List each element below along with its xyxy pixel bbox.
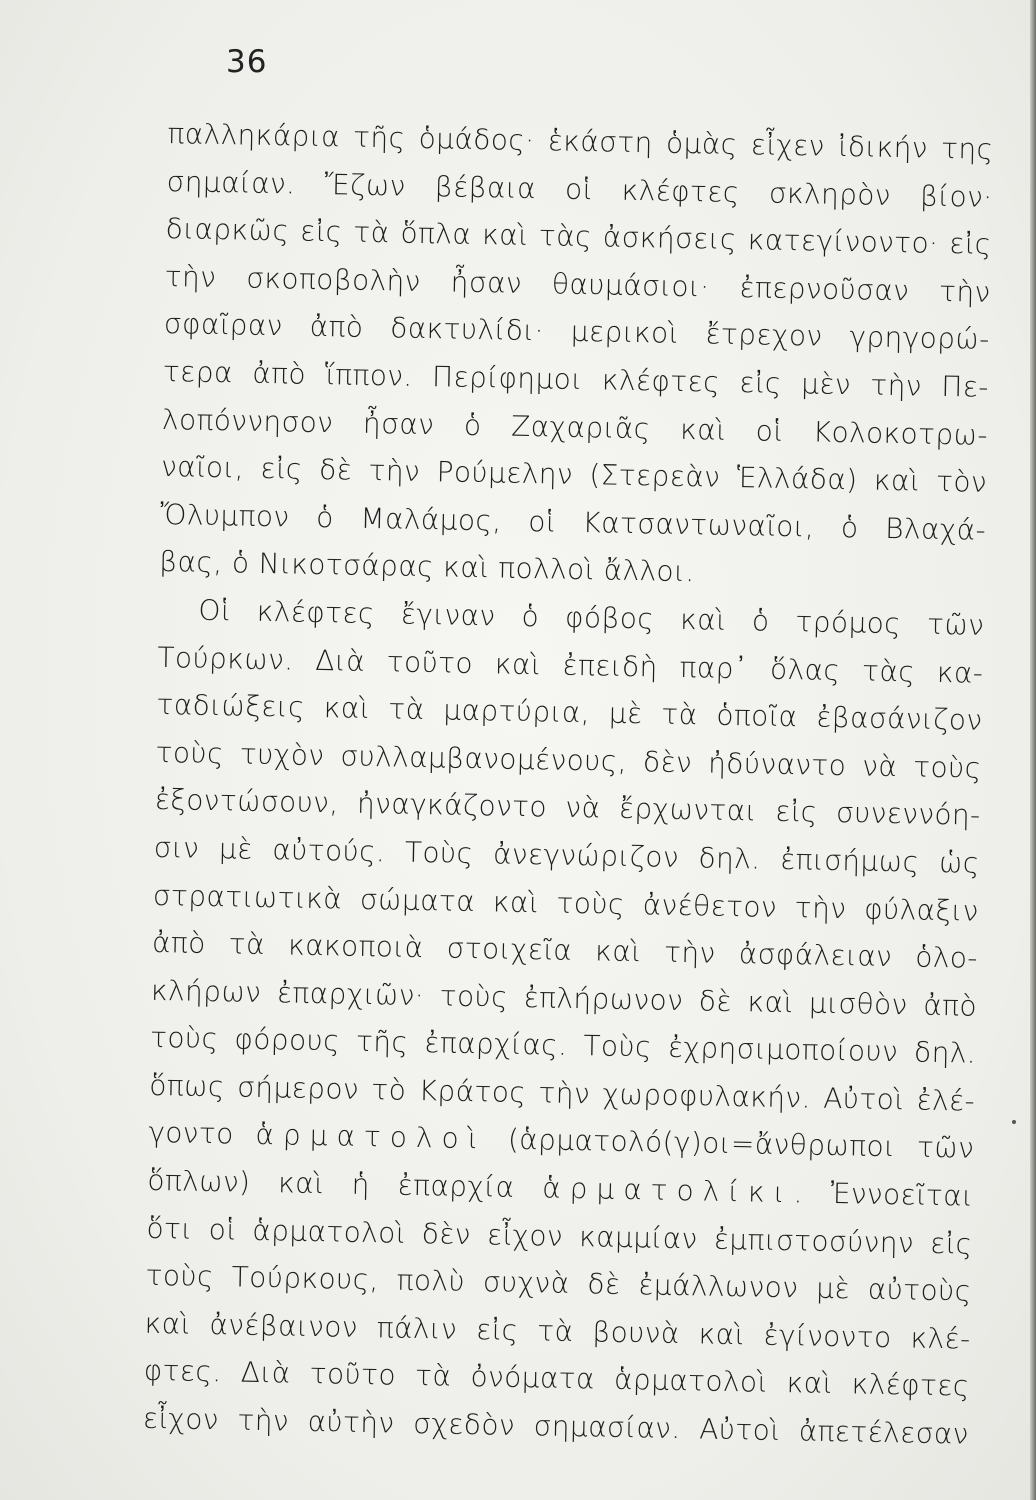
line-fragment: (ἁρματολό(γ)οι=ἄνθρωποι τῶν (485, 1122, 975, 1166)
text-line: σφαῖραν ἀπὸ δακτυλίδι· μερικοὶ ἔτρεχον γρηγορώ- (163, 307, 991, 357)
text-line: ναῖοι, εἰς δὲ τὴν Ρούμελην (Στερεὰν Ἑλλάδα) καὶ τὸν (160, 450, 988, 499)
text-line: ὅτι οἱ ἁρματολοὶ δὲν εἶχον καμμίαν ἐμπιστοσύνην εἰς (146, 1211, 973, 1261)
text-line: στρατιωτικὰ σώματα καὶ τοὺς ἀνέθετον τὴν φύλαξιν (152, 878, 980, 928)
text-line: ὅπως σήμερον τὸ Κράτος τὴν χωροφυλακήν. Αὐτοὶ ἐλέ- (148, 1068, 976, 1118)
page-number: 36 (226, 44, 268, 80)
text-line: Ὄλυμπον ὁ Μαλάμος, οἱ Κατσαντωναῖοι, ὁ Βλαχά- (159, 497, 987, 547)
text-line: ταδιώξεις καὶ τὰ μαρτύρια, μὲ τὰ ὁποῖα ἐβασάνιζον (156, 688, 983, 737)
text-line-paragraph-end: βας, ὁ Νικοτσάρας καὶ πολλοὶ ἄλλοι. (159, 545, 695, 589)
line-fragment: γοντο (148, 1116, 256, 1152)
spaced-term: ἁρματολοὶ (255, 1118, 487, 1156)
text-line: παλληκάρια τῆς ὁμάδος· ἑκάστη ὁμὰς εἶχεν ἰδικήν της (167, 116, 994, 166)
line-fragment: . Ἐννοεῖται (793, 1176, 974, 1213)
text-line: τοὺς Τούρκους, πολὺ συχνὰ δὲ ἐμάλλωνον μὲ αὐτοὺς (145, 1259, 972, 1308)
text-line: σημαίαν. Ἔζων βέβαια οἱ κλέφτες σκληρὸν βίον· (166, 164, 993, 214)
print-speck (1012, 1120, 1016, 1124)
page-edge-shadow (1030, 0, 1036, 1500)
body-text (142, 110, 993, 1458)
text-line-paragraph-start: Οἱ κλέφτες ἔγιναν ὁ φόβος καὶ ὁ τρόμος τῶν (198, 593, 985, 642)
text-line: σιν μὲ αὐτούς. Τοὺς ἀνεγνώριζον δηλ. ἐπισήμως ὡς (153, 830, 981, 880)
line-fragment: ὅπλων) καὶ ἡ ἐπαρχία (147, 1163, 543, 1205)
text-line: τερα ἀπὸ ἵππον. Περίφημοι κλέφτες εἰς μὲν τὴν Πε- (162, 354, 990, 404)
text-line: εἶχον τὴν αὐτὴν σχεδὸν σημασίαν. Αὐτοὶ ἀπετέλεσαν (142, 1401, 970, 1451)
spaced-term: ἁρματολίκι (541, 1171, 794, 1210)
text-line: κλήρων ἐπαρχιῶν· τοὺς ἐπλήρωνον δὲ καὶ μισθὸν ἀπὸ (150, 973, 978, 1023)
text-line: φτες. Διὰ τοῦτο τὰ ὀνόματα ἁρματολοὶ καὶ κλέφτες (143, 1354, 970, 1404)
text-line: τὴν σκοποβολὴν ἦσαν θαυμάσιοι· ἐπερνοῦσαν τὴν (164, 259, 991, 309)
text-line: διαρκῶς εἰς τὰ ὅπλα καὶ τὰς ἀσκήσεις κατεγίνοντο· εἰς (165, 212, 992, 262)
text-line: Τούρκων. Διὰ τοῦτο καὶ ἐπειδὴ παρ᾿ ὅλας τὰς κα- (157, 640, 984, 690)
text-line: τοὺς τυχὸν συλλαμβανομένους, δὲν ἠδύναντο νὰ τοὺς (155, 735, 982, 785)
text-line: ἀπὸ τὰ κακοποιὰ στοιχεῖα καὶ τὴν ἀσφάλειαν ὁλο- (151, 925, 979, 975)
text-line: καὶ ἀνέβαινον πάλιν εἰς τὰ βουνὰ καὶ ἐγίνοντο κλέ- (144, 1306, 971, 1356)
text-line: λοπόννησον ἦσαν ὁ Ζαχαριᾶς καὶ οἱ Κολοκοτρω- (161, 402, 989, 452)
text-line: ἐξοντώσουν, ἠναγκάζοντο νὰ ἔρχωνται εἰς συνεννόη- (154, 783, 981, 833)
text-line: τοὺς φόρους τῆς ἐπαρχίας. Τοὺς ἐχρησιμοποίουν δηλ. (149, 1021, 977, 1070)
